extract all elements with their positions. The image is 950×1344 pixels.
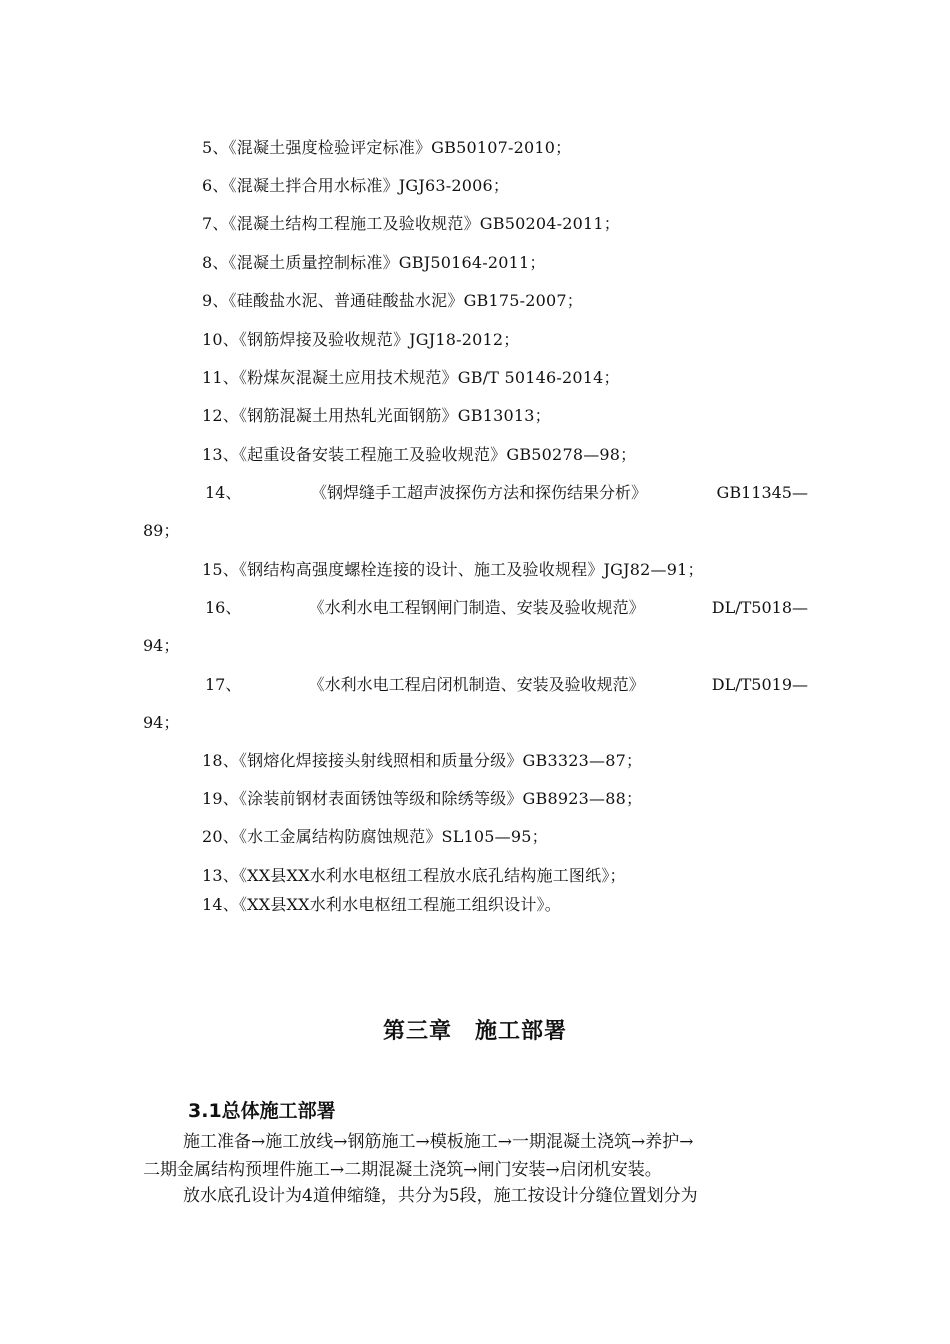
chapter-title: 第三章 施工部署 — [382, 1019, 567, 1044]
reference-item: 5、《混凝土强度检验评定标准》GB50107-2010； — [202, 138, 572, 157]
paragraph-line: 放水底孔设计为4道伸缩缝，共分为5段，施工按设计分缝位置划分为 — [183, 1186, 698, 1206]
paragraph-line: 二期金属结构预埋件施工→二期混凝土浇筑→闸门安装→启闭机安装。 — [143, 1160, 662, 1180]
reference-item: 10、《钢筋焊接及验收规范》JGJ18-2012； — [202, 330, 520, 349]
reference-item: 7、《混凝土结构工程施工及验收规范》GB50204-2011； — [202, 214, 620, 233]
reference-item-17 — [143, 675, 808, 733]
reference-number: 16、 — [205, 598, 242, 617]
reference-item: 8、《混凝土质量控制标准》GBJ50164-2011； — [202, 253, 546, 272]
reference-number: 14、 — [205, 483, 242, 502]
paragraph — [143, 1128, 808, 1184]
reference-item: 11、《粉煤灰混凝土应用技术规范》GB/T 50146-2014； — [202, 368, 620, 387]
reference-number: 17、 — [205, 675, 242, 694]
reference-item: 18、《钢熔化焊接接头射线照相和质量分级》GB3323—87； — [202, 751, 643, 770]
paragraph — [143, 1182, 808, 1210]
reference-code: DL/T5018— — [711, 598, 808, 617]
reference-continuation: 94； — [143, 713, 180, 732]
reference-item-14 — [143, 483, 808, 541]
reference-item: 14、《XX县XX水利水电枢纽工程施工组织设计》。 — [202, 895, 561, 914]
reference-code: DL/T5019— — [711, 675, 808, 694]
reference-continuation: 94； — [143, 636, 180, 655]
reference-item-16 — [143, 598, 808, 656]
reference-item: 15、《钢结构高强度螺栓连接的设计、施工及验收规程》JGJ82—91； — [202, 560, 704, 579]
reference-title: 《水利水电工程钢闸门制造、安装及验收规范》 — [308, 598, 645, 617]
reference-item: 13、《XX县XX水利水电枢纽工程放水底孔结构施工图纸》； — [202, 866, 626, 885]
reference-item: 6、《混凝土拌合用水标准》JGJ63-2006； — [202, 176, 510, 195]
section-title: 3.1总体施工部署 — [188, 1100, 336, 1122]
reference-item: 20、《水工金属结构防腐蚀规范》SL105—95； — [202, 827, 548, 846]
paragraph-line: 施工准备→施工放线→钢筋施工→模板施工→一期混凝土浇筑→养护→ — [183, 1132, 694, 1152]
reference-item: 12、《钢筋混凝土用热轧光面钢筋》GB13013； — [202, 406, 551, 425]
reference-item: 19、《涂装前钢材表面锈蚀等级和除绣等级》GB8923—88； — [202, 789, 643, 808]
reference-title: 《水利水电工程启闭机制造、安装及验收规范》 — [308, 675, 645, 694]
reference-code: GB11345— — [716, 483, 808, 502]
reference-title: 《钢焊缝手工超声波探伤方法和探伤结果分析》 — [310, 483, 647, 502]
reference-item: 9、《硅酸盐水泥、普通硅酸盐水泥》GB175-2007； — [202, 291, 583, 310]
reference-item: 13、《起重设备安装工程施工及验收规范》GB50278—98； — [202, 445, 637, 464]
reference-continuation: 89； — [143, 521, 180, 540]
